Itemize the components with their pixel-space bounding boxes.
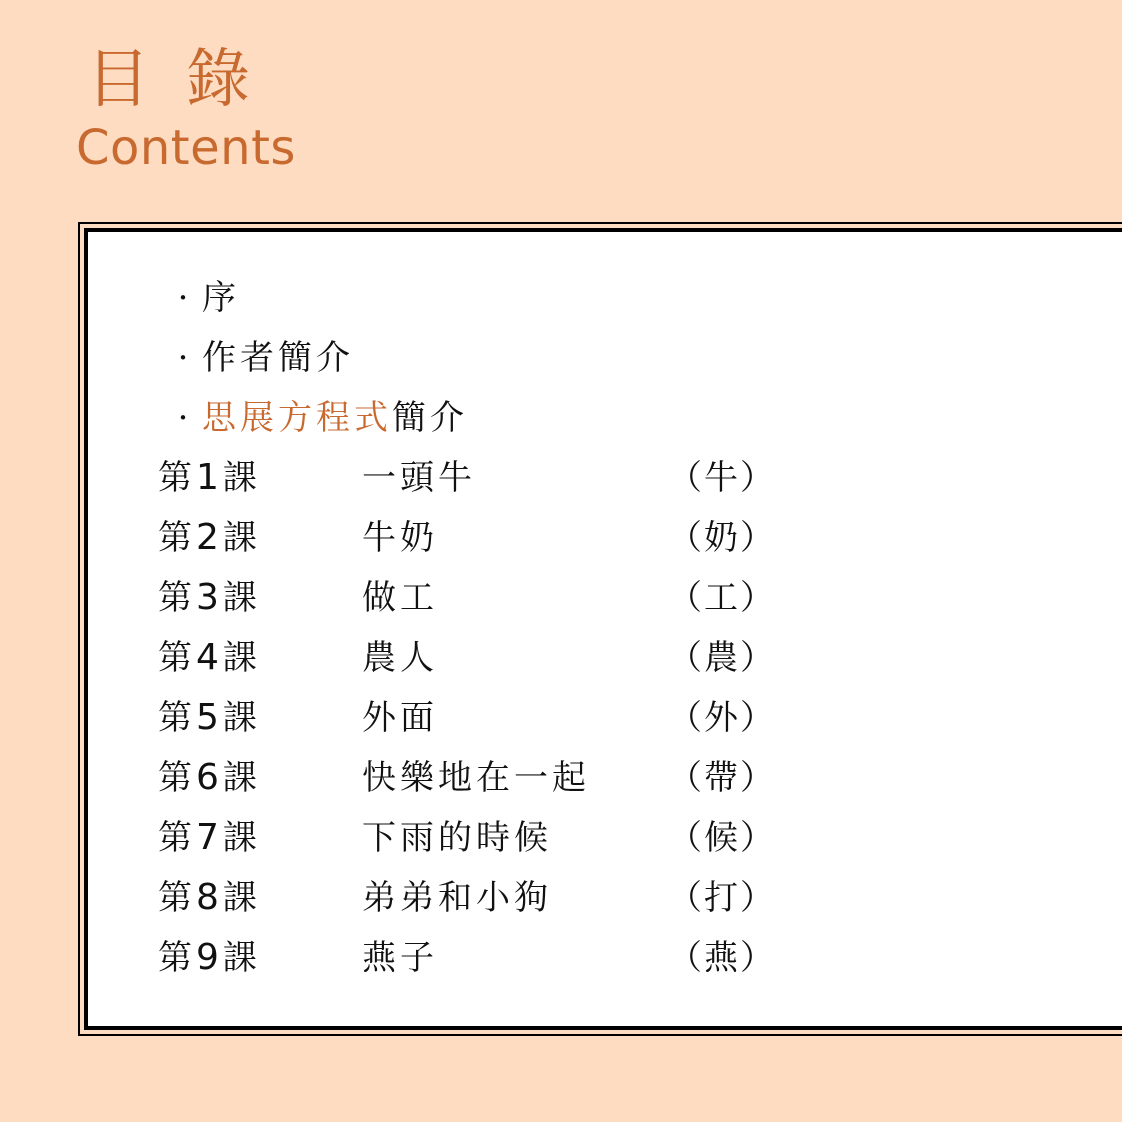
lesson-key-character: （工） — [668, 578, 776, 618]
lesson-label: 第 5 課 — [158, 697, 257, 738]
lesson-title: 外面 — [362, 698, 438, 738]
toc-item-label: 作者簡介 — [202, 338, 354, 378]
bullet-dot: · — [177, 398, 189, 438]
lesson-title: 一頭牛 — [362, 458, 476, 498]
page-title-chinese: 目錄 — [86, 43, 286, 117]
lesson-label: 第 8 課 — [158, 877, 257, 918]
lesson-key-character: （牛） — [668, 458, 776, 498]
highlighted-method-name: 思展方程式 — [202, 398, 392, 438]
lesson-title: 快樂地在一起 — [362, 758, 590, 798]
lesson-label: 第 2 課 — [158, 517, 257, 558]
contents-panel — [84, 228, 1122, 1030]
lesson-key-character: （候） — [668, 818, 776, 858]
lesson-key-character: （帶） — [668, 758, 776, 798]
lesson-title: 牛奶 — [362, 518, 438, 558]
toc-item-label: 序 — [202, 278, 240, 318]
bullet-dot: · — [177, 278, 189, 318]
lesson-key-character: （打） — [668, 878, 776, 918]
lesson-key-character: （外） — [668, 698, 776, 738]
lesson-label: 第 4 課 — [158, 637, 257, 678]
lesson-key-character: （奶） — [668, 518, 776, 558]
lesson-label: 第 9 課 — [158, 937, 257, 978]
lesson-label: 第 3 課 — [158, 577, 257, 618]
lesson-key-character: （燕） — [668, 938, 776, 978]
lesson-label: 第 1 課 — [158, 457, 257, 498]
toc-item-label-suffix: 簡介 — [392, 398, 468, 438]
page-title-english: Contents — [76, 120, 296, 176]
lesson-label: 第 7 課 — [158, 817, 257, 858]
lesson-title: 做工 — [362, 578, 438, 618]
lesson-title: 弟弟和小狗 — [362, 878, 552, 918]
contents-frame — [78, 222, 1122, 1036]
lesson-key-character: （農） — [668, 638, 776, 678]
lesson-title: 農人 — [362, 638, 438, 678]
lesson-title: 下雨的時候 — [362, 818, 552, 858]
lesson-title: 燕子 — [362, 938, 438, 978]
toc-item-label — [202, 390, 468, 446]
lesson-label: 第 6 課 — [158, 757, 257, 798]
bullet-dot: · — [177, 338, 189, 378]
